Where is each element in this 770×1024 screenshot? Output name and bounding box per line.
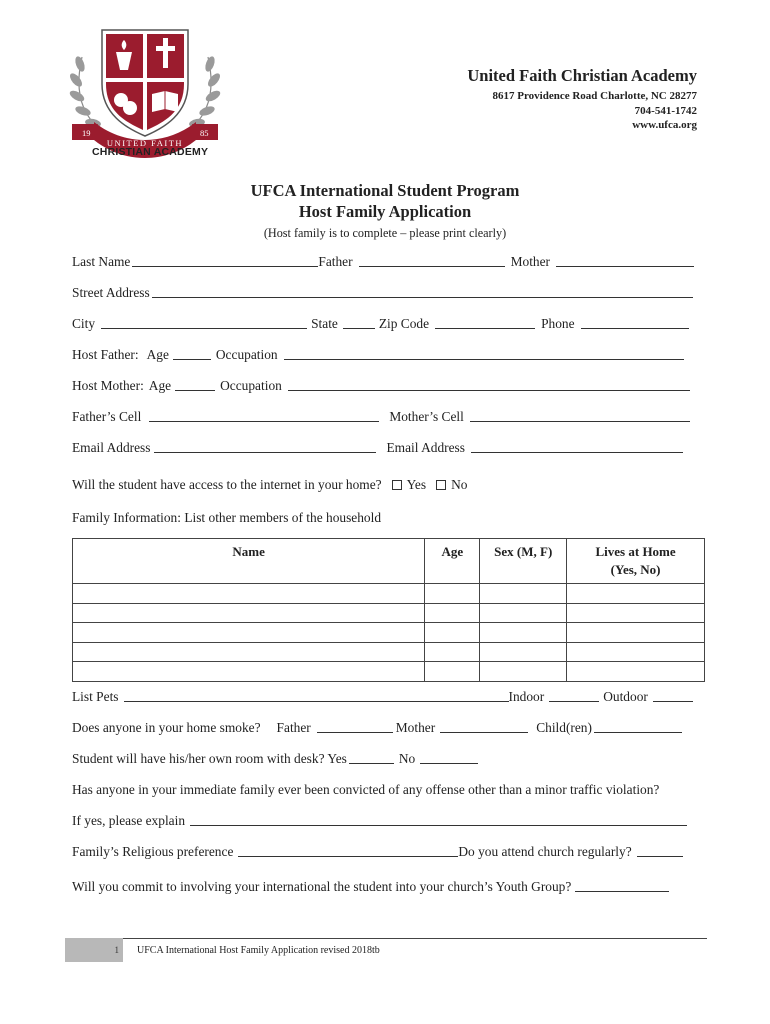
row-host-father <box>72 345 697 363</box>
state-label: State <box>311 316 338 331</box>
row-street <box>72 283 697 301</box>
state-field[interactable] <box>343 316 375 329</box>
row-own-room <box>72 749 697 767</box>
form-subtitle: Host Family Application <box>298 202 472 221</box>
host-mother-occupation-label: Occupation <box>220 378 282 393</box>
logo-banner-text: UNITED FAITH <box>106 138 184 148</box>
smoke-mother-field[interactable] <box>440 720 528 733</box>
street-address-field[interactable] <box>152 285 693 298</box>
father-email-label: Email Address <box>72 440 151 455</box>
form-title: UFCA International Student Program <box>250 181 520 200</box>
smoke-mother-label: Mother <box>395 720 436 735</box>
form-instructions: (Host family is to complete – please print clearly) <box>263 226 507 240</box>
family-info-label: Family Information: List other members of the household <box>72 510 382 525</box>
smoke-children-field[interactable] <box>594 720 682 733</box>
member-name-cell[interactable] <box>73 642 425 662</box>
row-cells <box>72 407 697 425</box>
fathers-cell-field[interactable] <box>149 409 379 422</box>
internet-no-label: No <box>451 477 468 492</box>
page-number: 1 <box>65 938 123 962</box>
row-family-info <box>72 508 697 526</box>
school-info <box>467 66 697 133</box>
youth-group-field[interactable] <box>575 879 669 892</box>
member-name-cell[interactable] <box>73 603 425 623</box>
list-pets-field[interactable] <box>124 689 509 702</box>
host-father-label: Host Father: <box>72 347 139 362</box>
col-age-header: Age <box>425 539 480 584</box>
zip-field[interactable] <box>435 316 535 329</box>
member-lives-cell[interactable] <box>567 662 705 682</box>
table-row <box>73 603 705 623</box>
last-name-field[interactable] <box>132 254 318 267</box>
row-internet <box>72 475 697 493</box>
mother-name-field[interactable] <box>556 254 694 267</box>
row-host-mother <box>72 376 697 394</box>
lives-at-home-title: Lives at Home <box>595 544 676 559</box>
member-age-cell[interactable] <box>425 623 480 643</box>
member-name-cell[interactable] <box>73 623 425 643</box>
mother-email-field[interactable] <box>471 440 683 453</box>
outdoor-field[interactable] <box>653 689 693 702</box>
school-website[interactable]: www.ufca.org <box>632 119 697 131</box>
member-lives-cell[interactable] <box>567 584 705 604</box>
lives-at-home-sub: (Yes, No) <box>610 562 661 577</box>
member-sex-cell[interactable] <box>480 642 567 662</box>
phone-field[interactable] <box>581 316 689 329</box>
col-name-header: Name <box>73 539 425 584</box>
list-pets-label: List Pets <box>72 689 119 704</box>
household-table-header <box>73 539 705 584</box>
school-address: 8617 Providence Road Charlotte, NC 28277 <box>492 90 697 102</box>
member-age-cell[interactable] <box>425 603 480 623</box>
father-email-field[interactable] <box>154 440 376 453</box>
member-lives-cell[interactable] <box>567 603 705 623</box>
internet-no-checkbox[interactable] <box>436 480 446 490</box>
member-age-cell[interactable] <box>425 662 480 682</box>
host-father-occupation-field[interactable] <box>284 347 684 360</box>
smoke-father-field[interactable] <box>317 720 393 733</box>
outdoor-label: Outdoor <box>603 689 648 704</box>
own-room-no-field[interactable] <box>420 751 478 764</box>
phone-label: Phone <box>541 316 575 331</box>
row-city <box>72 314 697 332</box>
member-lives-cell[interactable] <box>567 642 705 662</box>
member-lives-cell[interactable] <box>567 623 705 643</box>
member-sex-cell[interactable] <box>480 603 567 623</box>
table-row <box>73 642 705 662</box>
convicted-question: Has anyone in your immediate family ever been convicted of any offense other than a minor traffic violation? <box>72 782 660 797</box>
host-mother-age-field[interactable] <box>175 378 215 391</box>
footer-text: UFCA International Host Family Application revised 2018tb <box>137 945 380 956</box>
church-field[interactable] <box>637 844 683 857</box>
row-names <box>72 252 697 270</box>
table-row <box>73 584 705 604</box>
row-smoke <box>72 718 697 736</box>
indoor-field[interactable] <box>549 689 599 702</box>
street-address-label: Street Address <box>72 285 150 300</box>
internet-question: Will the student have access to the internet in your home? <box>72 477 382 492</box>
table-row <box>73 623 705 643</box>
zip-label: Zip Code <box>378 316 430 331</box>
city-label: City <box>72 316 96 331</box>
col-sex-header: Sex (M, F) <box>480 539 567 584</box>
church-question: Do you attend church regularly? <box>458 844 632 859</box>
own-room-no-label: No <box>398 751 416 766</box>
explain-label: If yes, please explain <box>72 813 186 828</box>
host-mother-occupation-field[interactable] <box>288 378 690 391</box>
host-father-occupation-label: Occupation <box>215 347 278 362</box>
household-table <box>72 538 705 682</box>
father-name-field[interactable] <box>359 254 505 267</box>
host-mother-age-label: Age <box>148 378 172 393</box>
member-sex-cell[interactable] <box>480 584 567 604</box>
explain-field[interactable] <box>190 813 687 826</box>
last-name-label: Last Name <box>72 254 131 269</box>
mothers-cell-field[interactable] <box>470 409 690 422</box>
school-name: United Faith Christian Academy <box>467 66 697 85</box>
religious-field[interactable] <box>238 844 458 857</box>
row-religious <box>72 842 697 860</box>
youth-group-question: Will you commit to involving your international the student into your church’s Youth Group? <box>72 879 572 894</box>
row-pets <box>72 687 697 705</box>
col-lives-at-home-header <box>567 539 705 584</box>
footer-rule <box>65 938 707 939</box>
logo-caption: CHRISTIAN ACADEMY <box>92 146 209 158</box>
member-sex-cell[interactable] <box>480 662 567 682</box>
internet-yes-checkbox[interactable] <box>392 480 402 490</box>
internet-yes-label: Yes <box>406 477 427 492</box>
city-field[interactable] <box>101 316 307 329</box>
indoor-label: Indoor <box>508 689 545 704</box>
school-crest-logo <box>64 22 226 162</box>
host-mother-label: Host Mother: <box>72 378 144 393</box>
row-youth-group <box>72 877 697 895</box>
smoke-father-label: Father <box>276 720 311 735</box>
fathers-cell-label: Father’s Cell <box>72 409 142 424</box>
row-emails <box>72 438 697 456</box>
religious-label: Family’s Religious preference <box>72 844 234 859</box>
member-sex-cell[interactable] <box>480 623 567 643</box>
own-room-yes-field[interactable] <box>349 751 394 764</box>
school-phone: 704-541-1742 <box>634 104 697 117</box>
member-age-cell[interactable] <box>425 584 480 604</box>
row-explain <box>72 811 697 829</box>
host-father-age-field[interactable] <box>173 347 211 360</box>
own-room-question: Student will have his/her own room with desk? Yes <box>72 751 347 766</box>
member-name-cell[interactable] <box>73 662 425 682</box>
member-name-cell[interactable] <box>73 584 425 604</box>
smoke-children-label: Child(ren) <box>536 720 592 735</box>
form-title-block <box>0 180 770 241</box>
mothers-cell-label: Mother’s Cell <box>389 409 464 424</box>
table-row <box>73 662 705 682</box>
row-convicted <box>72 780 697 798</box>
mother-email-label: Email Address <box>386 440 465 455</box>
member-age-cell[interactable] <box>425 642 480 662</box>
logo-year-left: 19 <box>82 128 91 138</box>
logo-year-right: 85 <box>200 128 209 138</box>
smoke-question: Does anyone in your home smoke? <box>72 720 261 735</box>
host-father-age-label: Age <box>146 347 169 362</box>
father-label: Father <box>318 254 353 269</box>
mother-label: Mother <box>510 254 551 269</box>
